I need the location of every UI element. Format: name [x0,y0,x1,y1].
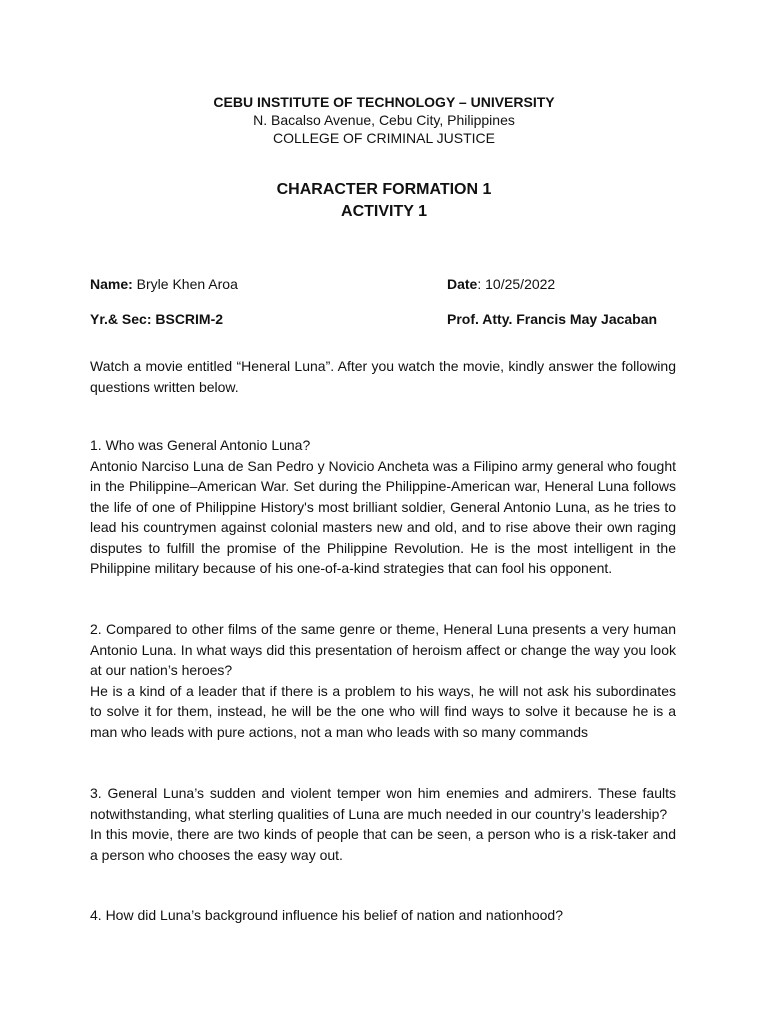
question-text: 4. How did Luna’s background influence his belief of nation and nationhood? [90,907,563,923]
question-block-2 [90,619,676,742]
date-value: : 10/25/2022 [477,276,556,292]
answer-text: He is a kind of a leader that if there is a problem to his ways, he will not ask his subordinates to solve it for them, instead, he will be the one who will find ways to solve it because he is a man who leads with pure actions, not a man who leads with so many commands [90,682,676,740]
college-name: COLLEGE OF CRIMINAL JUSTICE [273,130,495,146]
year-section [90,310,223,328]
submission-date [447,275,555,293]
document-header [0,93,768,147]
question-block-3 [90,783,676,865]
institution-address: N. Bacalso Avenue, Cebu City, Philippines [253,112,515,128]
section-value: BSCRIM-2 [151,311,224,327]
question-text: 3. General Luna’s sudden and violent temper won him enemies and admirers. These faults notwithstanding, what sterling qualities of Luna are much needed in our country’s leadership? [90,785,676,822]
question-text: 2. Compared to other films of the same genre or theme, Heneral Luna presents a very human Antonio Luna. In what ways did this presentation of heroism affect or change the way you look at our nation’s heroes? [90,621,676,678]
question-text: 1. Who was General Antonio Luna? [90,437,311,453]
question-block-4 [90,905,676,926]
activity-title: ACTIVITY 1 [341,203,427,220]
institution-name: CEBU INSTITUTE OF TECHNOLOGY – UNIVERSITY [213,94,555,110]
section-label: Yr.& Sec: [90,311,152,327]
answer-text: In this movie, there are two kinds of people that can be seen, a person who is a risk-taker and a person who chooses the easy way out. [90,826,676,863]
document-title [0,179,768,223]
instructions-text: Watch a movie entitled “Heneral Luna”. After you watch the movie, kindly answer the following questions written below. [90,358,676,395]
course-title: CHARACTER FORMATION 1 [276,181,492,198]
name-label: Name: [90,276,133,292]
student-name [90,275,238,293]
professor-name: Prof. Atty. Francis May Jacaban [447,311,658,327]
question-block-1 [90,435,676,579]
answer-text: Antonio Narciso Luna de San Pedro y Novicio Ancheta was a Filipino army general who fought in the Philippine–American War. Set during the Philippine-American war, Heneral Luna follows the life of one of Philippine History's most brilliant soldier, General Antonio Luna, as he tries to lead his countrymen against colonial masters new and old, and to rise above their own raging disputes to fulfill the promise of the Philippine Revolution. He is the most intelligent in the Philippine military because of his one-of-a-kind strategies that can fool his opponent. [90,457,676,576]
date-label: Date [447,276,478,292]
instructions [90,356,676,397]
name-value: Bryle Khen Aroa [132,276,238,292]
